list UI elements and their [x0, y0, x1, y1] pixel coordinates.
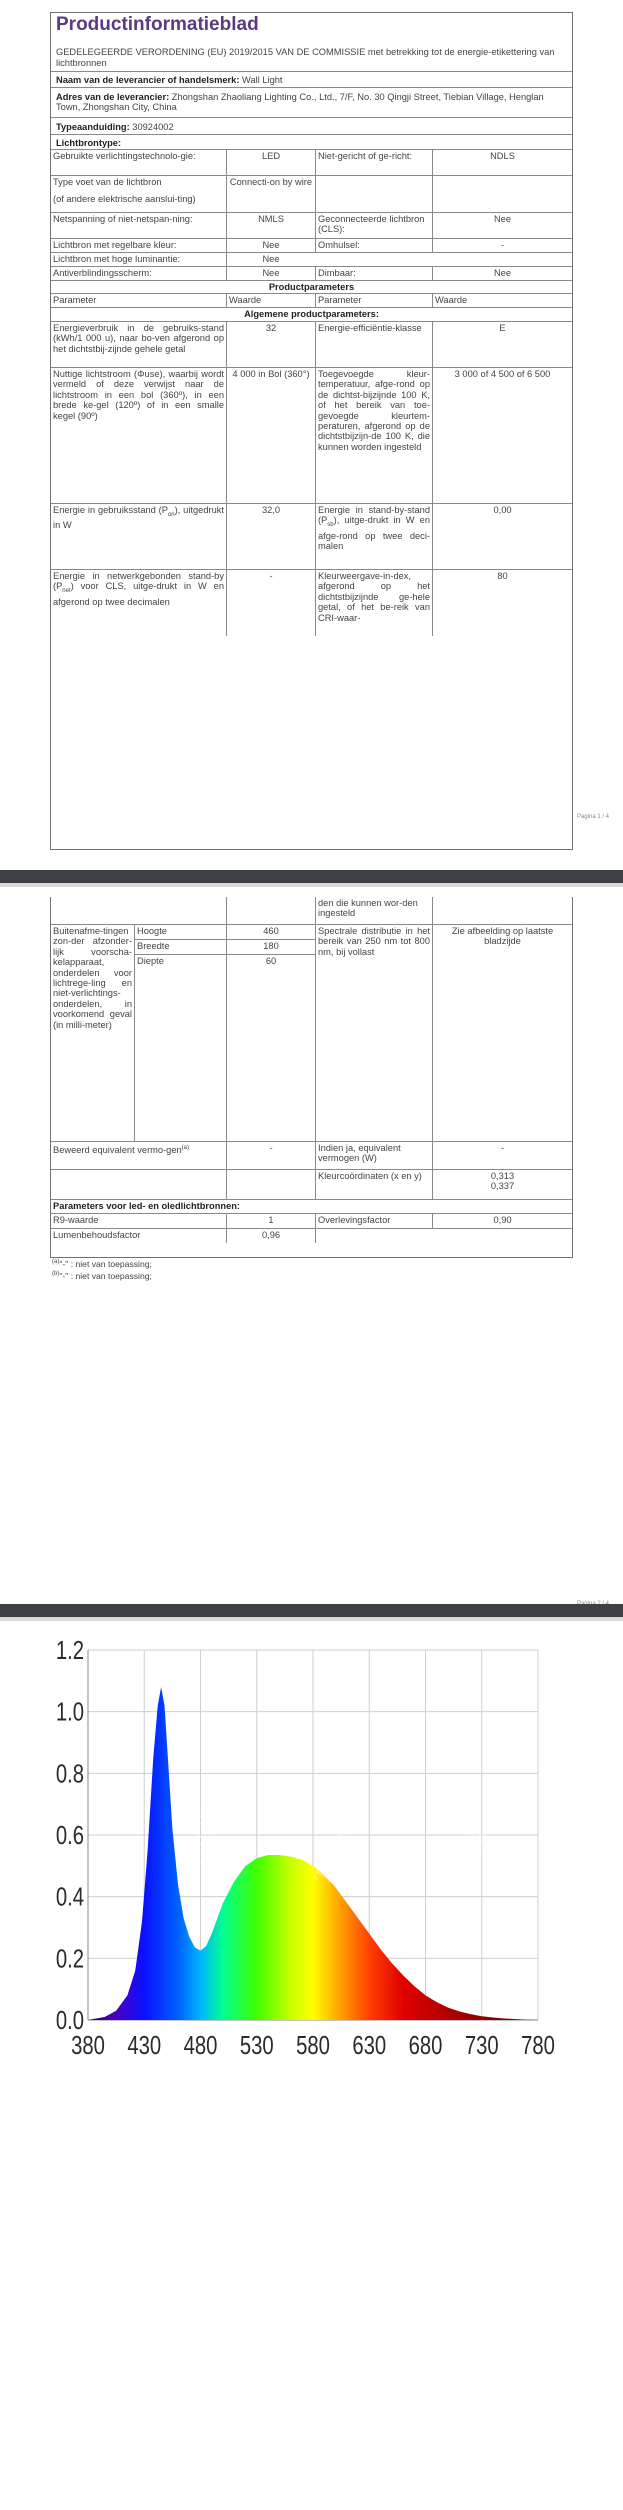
- type-row: [51, 118, 572, 135]
- supplier-address-row: [51, 88, 572, 118]
- led-heading-row: [51, 1200, 572, 1214]
- x-tick-label: 630: [352, 2030, 387, 2060]
- regulation-text: GEDELEGEERDE VERORDENING (EU) 2019/2015 VAN DE COMMISSIE met betrekking tot de energie-etikettering van lichtbronnen: [56, 47, 555, 68]
- lightsource-row: Antiverblindingsscherm: Nee Dimbaar: Nee: [51, 267, 572, 281]
- chromaticity-row: Kleurcoördinaten (x en y) 0,313 0,337: [51, 1170, 572, 1200]
- outer-dimensions-label: Buitenafme-tingen zon-der afzonder-lijk voorscha-kelapparaat, onderdelen voor lichtrege-ling en niet-verlichtings-onderdelen, in voorkomend geval (in milli-meter): [53, 926, 132, 1030]
- supplier-name-label: Naam van de leverancier of handelsmerk:: [56, 75, 240, 85]
- y-tick-label: 0.8: [55, 1758, 84, 1788]
- page-number: Pagina 1 / 4: [576, 814, 609, 820]
- params-column-header: Parameter Waarde Parameter Waarde: [51, 294, 572, 308]
- dimensions-row: [51, 925, 572, 1142]
- r9-row: R9-waarde 1 Overlevingsfactor 0,90: [51, 1214, 572, 1229]
- y-tick-label: 1.2: [55, 1640, 84, 1665]
- x-tick-label: 430: [127, 2030, 162, 2060]
- x-tick-label: 380: [71, 2030, 105, 2060]
- lightsource-row: Type voet van de lichtbron Connecti-on by wire: [51, 176, 572, 193]
- info-sheet-frame-continued: [50, 897, 573, 1258]
- type-value: 30924002: [132, 122, 174, 132]
- param-row: Energieverbruik in de gebruiks-stand (kWh/1 000 u), naar bo-ven afgerond op het dichtstbij-zijnde gehele getal 32 Energie-efficiëntie-klasse E: [51, 322, 572, 368]
- continuation-row: den die kunnen wor-den ingesteld: [51, 897, 572, 925]
- x-tick-label: 480: [183, 2030, 218, 2060]
- equivalent-power-row: Beweerd equivalent vermo-gen$^{(a)}$ - Indien ja, equivalent vermogen (W) -: [51, 1142, 572, 1170]
- general-params-heading: Algemene productparameters:: [244, 309, 379, 319]
- spectral-value: Zie afbeelding op laatste bladzijde: [432, 925, 572, 1141]
- lightsource-row: Lichtbron met regelbare kleur: Nee Omhulsel: -: [51, 239, 572, 253]
- led-heading: Parameters voor led- en oledlichtbronnen:: [53, 1201, 241, 1211]
- lightsource-row: Netspanning of niet-netspan-ning: NMLS Geconnecteerde lichtbron (CLS): Nee: [51, 213, 572, 239]
- page-title: Productinformatieblad: [56, 14, 259, 35]
- footnote-a: $^{(a)}$"-" : niet van toepassing;: [52, 1259, 152, 1269]
- spectral-distribution-chart: [48, 1640, 568, 2190]
- watermark: TSGK: [180, 1803, 226, 1873]
- param-row: Energie in gebruiksstand $(P_{on})$, uitgedrukt in W 32,0 Energie in stand-by-stand $(P_{sb})$, uitge-drukt in W en afge-rond op twee deci-malen 0,00: [51, 504, 572, 570]
- lightsource-heading: Lichtbrontype:: [56, 138, 122, 148]
- param-row: Energie in netwerkgebonden stand-by $(P_{net})$ voor CLS, uitge-drukt in W en afgerond op twee decimalen - Kleurweergave-in-dex, afgerond op het dichtstbijzijnde ge-hele getal, of het be-reik van CRI-waar- 80: [51, 570, 572, 636]
- x-tick-label: 680: [408, 2030, 443, 2060]
- dimension-values: 460 180 60: [226, 925, 315, 1141]
- page-2: [0, 887, 623, 1617]
- x-tick-label: 730: [464, 2030, 499, 2060]
- x-tick-label: 780: [521, 2030, 555, 2060]
- y-tick-label: 0.2: [55, 1943, 84, 1973]
- footnote-b: $^{(b)}$"-" : niet van toepassing;: [52, 1271, 152, 1281]
- page-separator: [0, 1604, 623, 1617]
- params-heading: Productparameters: [268, 282, 355, 292]
- x-tick-label: 530: [239, 2030, 274, 2060]
- lightsource-row: Gebruikte verlichtingstechnolo-gie: LED Niet-gericht of ge-richt: NDLS: [51, 150, 572, 176]
- y-tick-label: 0.0: [55, 2005, 84, 2035]
- supplier-address-label: Adres van de leverancier:: [56, 92, 170, 102]
- lightsource-row: Lichtbron met hoge luminantie: Nee: [51, 253, 572, 267]
- y-tick-label: 0.6: [55, 1820, 84, 1850]
- type-label: Typeaanduiding:: [56, 122, 130, 132]
- page-separator: [0, 870, 623, 883]
- lightsource-heading-row: [51, 135, 572, 150]
- spectral-label: Spectrale distributie in het bereik van 250 nm tot 800 nm, bij vollast: [315, 925, 432, 1141]
- params-heading-row: [51, 281, 572, 294]
- supplier-name-row: [51, 72, 572, 88]
- dimension-names: Hoogte Breedte Diepte: [134, 925, 226, 1141]
- general-params-heading-row: [51, 308, 572, 322]
- lightsource-row: (of andere elektrische aanslui-ting): [51, 193, 572, 213]
- supplier-address-value: Zhongshan Zhaoliang Lighting Co., Ltd., 7/F, No. 30 Qingji Street, Tiebian Village, Henglan Town, Zhongshan City, China: [56, 92, 544, 113]
- watermark: TSGK: [310, 1818, 356, 1888]
- watermark: TSGK: [450, 1823, 496, 1893]
- y-tick-label: 0.4: [55, 1882, 84, 1912]
- x-tick-label: 580: [296, 2030, 330, 2060]
- info-sheet-frame: [50, 12, 573, 850]
- page-1: [0, 0, 623, 870]
- supplier-name-value: Wall Light: [242, 75, 283, 85]
- param-row: Nuttige lichtstroom (Φuse), waarbij wordt vermeld of deze verwijst naar de lichtstroom in een bol (360º), in een brede ke-gel (120º) of in een smalle kegel (90º) 4 000 in Bol (360°) Toegevoegde kleur-temperatuur, afge-rond op de dichtst-bijzijnde 100 K, of het bereik van toe-gevoegde kleurtem-peraturen, afgerond op de dichtstbijzijn-de 100 K, die kunnen worden ingesteld 3 000 of 4 500 of 6 500: [51, 368, 572, 504]
- y-tick-label: 1.0: [55, 1697, 84, 1727]
- lumen-row: Lumenbehoudsfactor 0,96: [51, 1229, 572, 1243]
